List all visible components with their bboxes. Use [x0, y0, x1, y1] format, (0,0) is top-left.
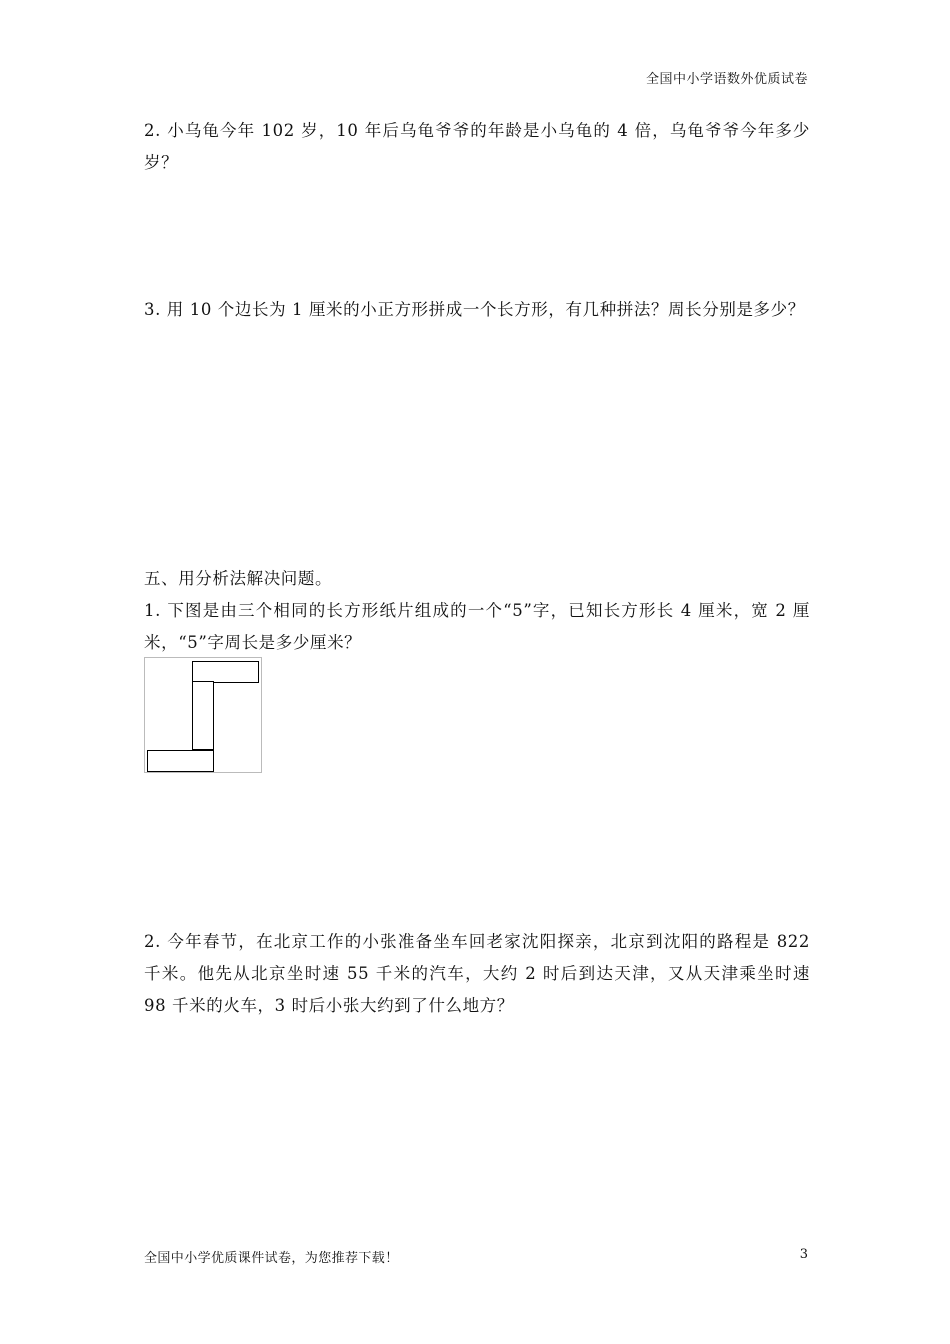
question-2-text: 2. 小乌龟今年 102 岁，10 年后乌龟爷爷的年龄是小乌龟的 4 倍，乌龟爷爷今年多少岁？ [144, 121, 810, 172]
section-5-question-2-text: 2. 今年春节，在北京工作的小张准备坐车回老家沈阳探亲，北京到沈阳的路程是 822 千米。他先从北京坐时速 55 千米的汽车，大约 2 时后到达天津，又从天津乘坐时速 98 千米的火车，3 时后小张大约到了什么地方？ [144, 932, 810, 1015]
page-header: 全国中小学语数外优质试卷 [645, 72, 808, 87]
middle-vertical-rectangle [192, 681, 214, 750]
section-5-question-1-text: 1. 下图是由三个相同的长方形纸片组成的一个“5”字，已知长方形长 4 厘米，宽 2 厘米，“5”字周长是多少厘米？ [144, 601, 810, 652]
section-5-title: 五、用分析法解决问题。 [144, 569, 333, 588]
question-3-text: 3. 用 10 个边长为 1 厘米的小正方形拼成一个长方形，有几种拼法？周长分别是多少？ [144, 300, 805, 319]
page-number: 3 [799, 1247, 808, 1262]
five-shape-figure [144, 657, 262, 773]
bottom-rectangle [147, 750, 214, 772]
top-rectangle [192, 661, 259, 683]
footer-text: 全国中小学优质课件试卷，为您推荐下载！ [144, 1251, 399, 1266]
